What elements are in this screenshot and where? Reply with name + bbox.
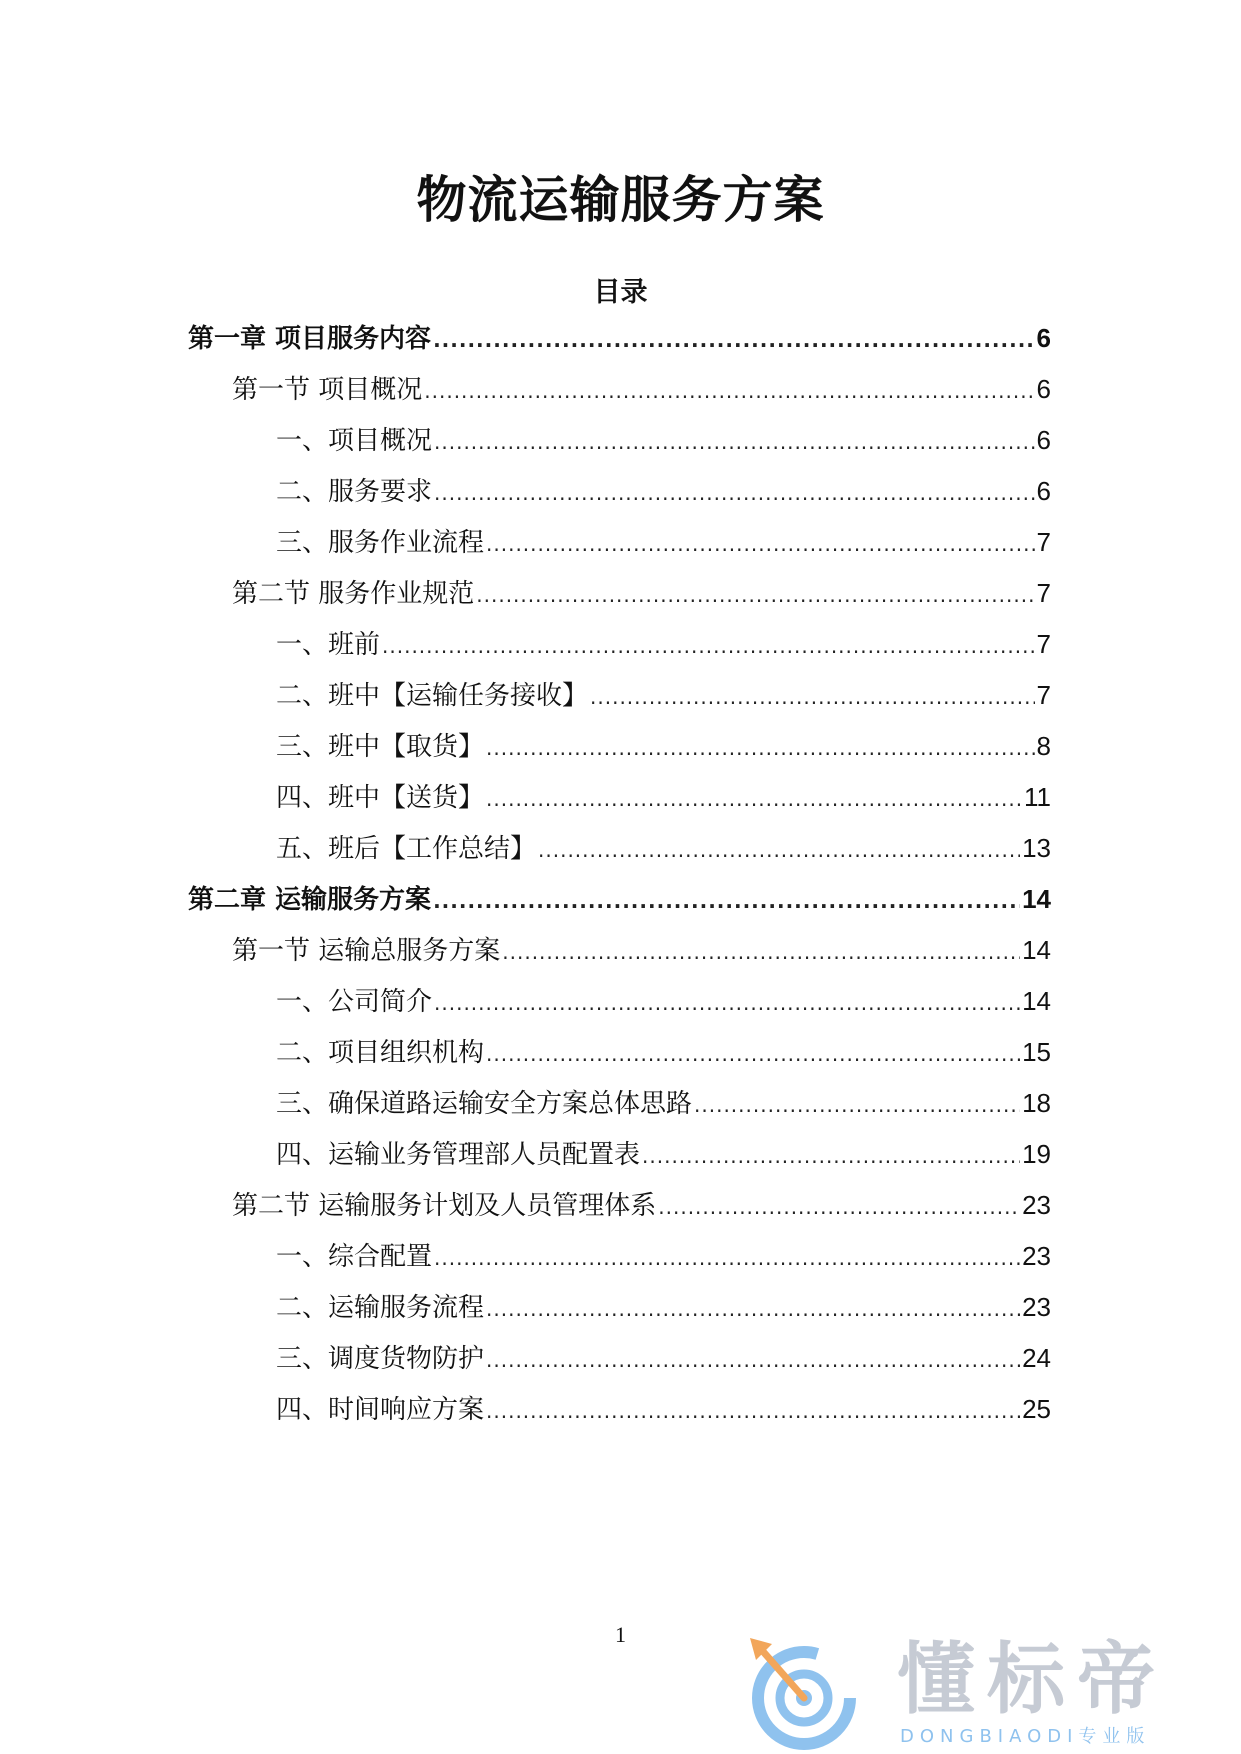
- toc-entry-page-number: 7: [1036, 578, 1051, 608]
- toc-entry-page-number: 15: [1022, 1037, 1051, 1067]
- toc-entry-title: 二、项目组织机构: [276, 1038, 485, 1068]
- toc-entry[interactable]: [276, 981, 1051, 1021]
- toc-entry[interactable]: [276, 1389, 1051, 1429]
- toc-entry[interactable]: [276, 1032, 1051, 1072]
- toc-entry[interactable]: [276, 471, 1051, 511]
- toc-entry[interactable]: [276, 828, 1051, 868]
- toc-entry-title: 四、时间响应方案: [276, 1395, 485, 1425]
- toc-entry-title: 二、运输服务流程: [276, 1293, 485, 1323]
- watermark-subtitle: DONGBIAODI专业版: [900, 1726, 1151, 1747]
- toc-entry-title: 三、服务作业流程: [276, 528, 485, 558]
- toc-entry-page-number: 14: [1022, 935, 1051, 965]
- toc-entry-title: 第二节 服务作业规范: [232, 579, 475, 609]
- toc-entry-page-number: 6: [1036, 425, 1051, 455]
- toc-entry-title: 第二节 运输服务计划及人员管理体系: [232, 1191, 657, 1221]
- toc-dot-leader: [476, 575, 1034, 615]
- watermark: [742, 1632, 1212, 1750]
- toc-dot-leader: [434, 1238, 1020, 1278]
- toc-entry-title: 第一节 项目概况: [232, 375, 423, 405]
- toc-entry[interactable]: [232, 1185, 1051, 1225]
- toc-entry-page-number: 6: [1036, 374, 1051, 404]
- toc-dot-leader: [538, 830, 1020, 870]
- toc-entry-page-number: 14: [1022, 884, 1051, 914]
- toc-dot-leader: [694, 1085, 1020, 1125]
- toc-dot-leader: [434, 983, 1020, 1023]
- toc-dot-leader: [434, 422, 1035, 462]
- toc-entry-page-number: 8: [1036, 731, 1051, 761]
- toc-dot-leader: [486, 1391, 1020, 1431]
- toc-dot-leader: [658, 1187, 1020, 1227]
- toc-dot-leader: [382, 626, 1035, 666]
- toc-entry[interactable]: [276, 726, 1051, 766]
- toc-entry[interactable]: [276, 675, 1051, 715]
- toc-dot-leader: [424, 371, 1034, 411]
- toc-entry-page-number: 14: [1022, 986, 1051, 1016]
- toc-dot-leader: [642, 1136, 1020, 1176]
- toc-dot-leader: [433, 320, 1034, 360]
- toc-entry-title: 五、班后【工作总结】: [276, 834, 537, 864]
- toc-dot-leader: [486, 1034, 1020, 1074]
- toc-dot-leader: [486, 728, 1035, 768]
- toc-entry[interactable]: [232, 930, 1051, 970]
- toc-entry[interactable]: [276, 1287, 1051, 1327]
- target-logo-icon: [742, 1632, 877, 1750]
- toc-entry-page-number: 23: [1022, 1292, 1051, 1322]
- toc-entry[interactable]: [276, 1236, 1051, 1276]
- toc-entry-page-number: 7: [1036, 680, 1051, 710]
- toc-entry[interactable]: [276, 1083, 1051, 1123]
- toc-entry-title: 一、班前: [276, 630, 381, 660]
- toc-dot-leader: [486, 1289, 1020, 1329]
- toc-entry-title: 第一章 项目服务内容: [188, 324, 432, 354]
- toc-entry-title: 三、调度货物防护: [276, 1344, 485, 1374]
- toc-dot-leader: [486, 524, 1035, 564]
- toc-heading: 目录: [593, 277, 648, 308]
- toc-entry[interactable]: [276, 624, 1051, 664]
- toc-entry-title: 二、班中【运输任务接收】: [276, 681, 589, 711]
- toc-entry-title: 四、运输业务管理部人员配置表: [276, 1140, 641, 1170]
- toc-entry-title: 一、项目概况: [276, 426, 433, 456]
- toc-dot-leader: [434, 473, 1035, 513]
- watermark-brand: 懂标帝: [897, 1635, 1168, 1725]
- toc-dot-leader: [486, 1340, 1020, 1380]
- toc-entry[interactable]: [276, 777, 1051, 817]
- toc-entry-title: 第二章 运输服务方案: [188, 885, 432, 915]
- page-number: 1: [615, 1622, 626, 1647]
- toc-entry[interactable]: [188, 879, 1051, 919]
- toc-dot-leader: [502, 932, 1020, 972]
- toc-entry[interactable]: [232, 573, 1051, 613]
- toc-dot-leader: [433, 881, 1020, 921]
- toc-entry-title: 第一节 运输总服务方案: [232, 936, 501, 966]
- toc-entry-page-number: 13: [1022, 833, 1051, 863]
- toc-entry-page-number: 7: [1036, 527, 1051, 557]
- toc-entry-page-number: 23: [1022, 1190, 1051, 1220]
- toc-entry[interactable]: [188, 318, 1051, 358]
- toc-entry-page-number: 6: [1036, 476, 1051, 506]
- toc-dot-leader: [590, 677, 1035, 717]
- toc-entry-title: 三、确保道路运输安全方案总体思路: [276, 1089, 693, 1119]
- toc-entry-title: 三、班中【取货】: [276, 732, 485, 762]
- toc-entry-page-number: 11: [1024, 782, 1051, 812]
- toc-entry-title: 二、服务要求: [276, 477, 433, 507]
- toc-entry-page-number: 25: [1022, 1394, 1051, 1424]
- toc-entry-page-number: 19: [1022, 1139, 1051, 1169]
- toc-entry-title: 一、公司简介: [276, 987, 433, 1017]
- toc-entry-page-number: 24: [1022, 1343, 1051, 1373]
- toc-entry-title: 四、班中【送货】: [276, 783, 485, 813]
- document-title: 物流运输服务方案: [416, 171, 825, 229]
- toc-entry[interactable]: [276, 522, 1051, 562]
- toc-entry-title: 一、综合配置: [276, 1242, 433, 1272]
- toc-entry-page-number: 6: [1036, 323, 1051, 353]
- toc-entry[interactable]: [232, 369, 1051, 409]
- toc-entry[interactable]: [276, 420, 1051, 460]
- toc-entry[interactable]: [276, 1134, 1051, 1174]
- toc-entry-page-number: 18: [1022, 1088, 1051, 1118]
- toc-dot-leader: [486, 779, 1022, 819]
- toc-entry-page-number: 23: [1022, 1241, 1051, 1271]
- toc-entry-page-number: 7: [1036, 629, 1051, 659]
- toc-entry[interactable]: [276, 1338, 1051, 1378]
